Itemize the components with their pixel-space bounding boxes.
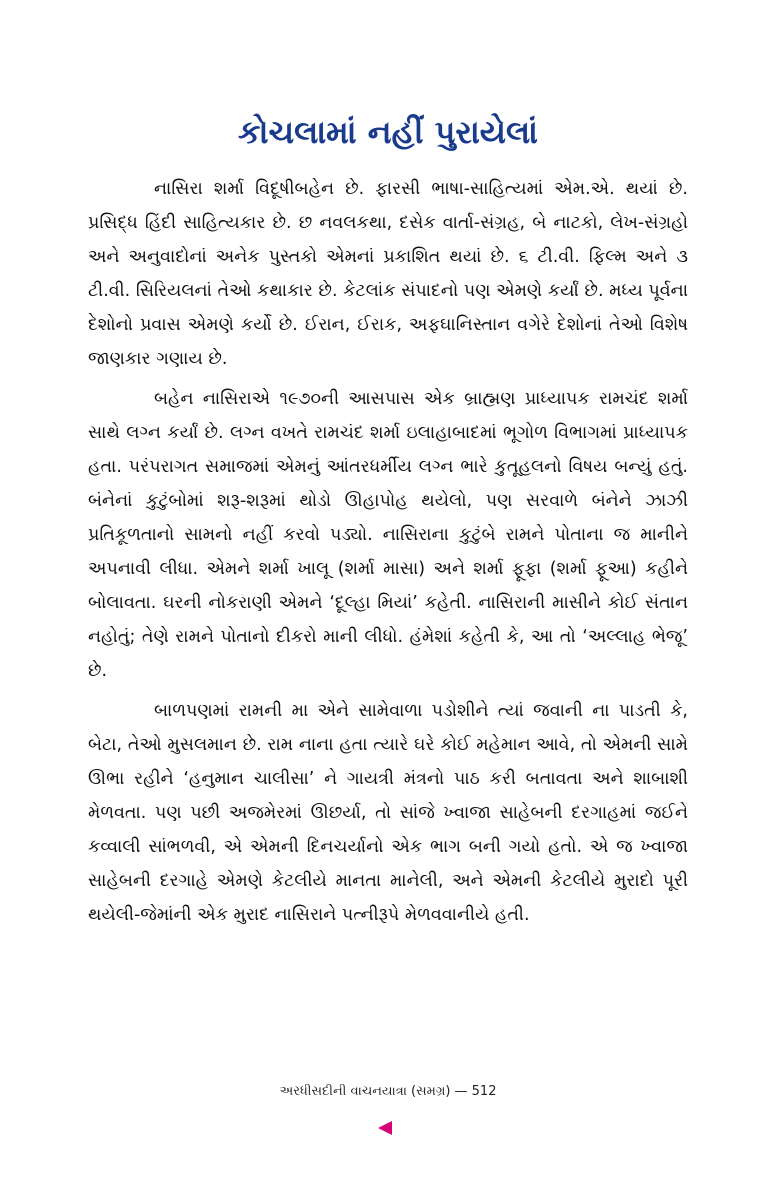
paragraph-2: બહેન નાસિરાએ ૧૯૭૦ની આસપાસ એક બ્રાહ્મણ પ્રાધ્યાપક રામચંદ શર્મા સાથે લગ્ન કર્યાં છે. લગ્ન વખતે રામચંદ શર્મા ઇલાહાબાદમાં ભૂગોળ વિભાગમાં પ્રાધ્યાપક હતા. પરંપરાગત સમાજમાં એમનું આંતરધર્મીય લગ્ન ભારે કુતૂહલનો વિષય બન્યું હતું. બંનેનાં કુટુંબોમાં શરૂ-શરૂમાં થોડો ઊહાપોહ થયેલો, પણ સરવાળે બંનેને ઝાઝી પ્રતિકૂળતાનો સામનો નહીં કરવો પડ્યો. નાસિરાના કુટુંબે રામને પોતાના જ માનીને અપનાવી લીધા. એમને શર્મા ખાલૂ (શર્મા માસા) અને શર્મા ફૂફા (શર્મા ફૂઆ) કહીને બોલાવતા. ઘરની નોકરાણી એમને ‘દૂલ્હા મિયાં’ કહેતી. નાસિરાની માસીને કોઈ સંતાન નહોતું; તેણે રામને પોતાનો દીકરો માની લીધો. હંમેશાં કહેતી કે, આ તો ‘અલ્લાહ ભેજૂ’ છે.	[88, 389, 688, 681]
previous-page-arrow-icon[interactable]	[378, 1121, 392, 1135]
paragraph-3: બાળપણમાં રામની મા એને સામેવાળા પડોશીને ત્યાં જવાની ના પાડતી કે, બેટા, તેઓ મુસલમાન છે. રામ નાના હતા ત્યારે ઘરે કોઈ મહેમાન આવે, તો એમની સામે ઊભા રહીને ‘હનુમાન ચાલીસા’ ને ગાયત્રી મંત્રનો પાઠ કરી બતાવતા અને શાબાશી મેળવતા. પણ પછી અજમેરમાં ઊછર્યા, તો સાંજે ખ્વાજા સાહેબની દરગાહમાં જઈને કવ્વાલી સાંભળવી, એ એમની દિનચર્યાનો એક ભાગ બની ગયો હતો. એ જ ખ્વાજા સાહેબની દરગાહે એમણે કેટલીયે માનતા માનેલી, અને એમની કેટલીયે મુરાદો પૂરી થયેલી-જેમાંની એક મુરાદ નાસિરાને પત્નીરૂપે મેળવવાનીયે હતી.	[88, 701, 688, 925]
chapter-title: કોચલામાં નહીં પુરાયેલાં	[237, 113, 539, 151]
paragraph-1: નાસિરા શર્મા વિદૂષીબહેન છે. ફારસી ભાષા-સાહિત્યમાં એમ.એ. થયાં છે. પ્રસિદ્ધ હિંદી સાહિત્યકાર છે. છ નવલકથા, દસેક વાર્તા-સંગ્રહ, બે નાટકો, લેખ-સંગ્રહો અને અનુવાદોનાં અનેક પુસ્તકો એમનાં પ્રકાશિત થયાં છે. ૬ ટી.વી. ફિલ્મ અને ૩ ટી.વી. સિરિયલનાં તેઓ કથાકાર છે. કેટલાંક સંપાદનો પણ એમણે કર્યાં છે. મધ્ય પૂર્વના દેશોનો પ્રવાસ એમણે કર્યો છે. ઈરાન, ઈરાક, અફઘાનિસ્તાન વગેરે દેશોનાં તેઓ વિશેષ જાણકાર ગણાય છે.	[88, 179, 688, 369]
page-footer: અરધીસદીની વાચનયાત્રા (સમગ્ર) — 512	[279, 1084, 497, 1099]
chapter-body	[88, 172, 688, 938]
